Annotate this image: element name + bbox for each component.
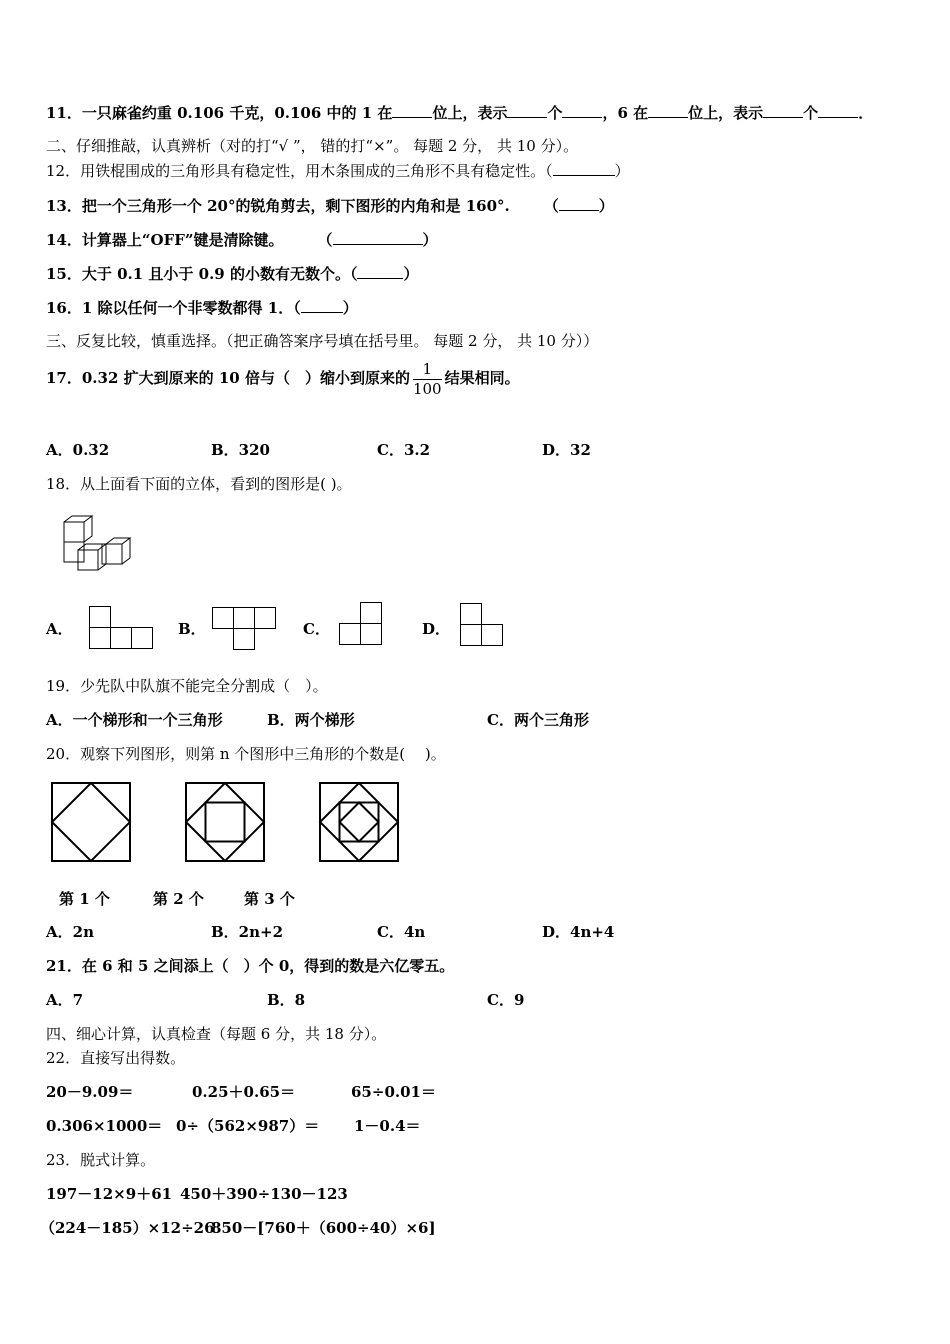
question-13: 13．把一个三角形一个 20°的锐角剪去，剩下图形的内角和是 160°. （ ）	[46, 197, 614, 215]
q18-option-c-figure[interactable]	[339, 602, 383, 646]
pattern-figure-2	[185, 782, 265, 862]
question-11: 11．一只麻雀约重 0.106 千克，0.106 中的 1 在 位上，表示 个 ，6 在 位上，表示 个 ．	[46, 104, 874, 122]
question-19: 19．少先队中队旗不能完全分割成（ ）。	[46, 677, 328, 695]
question-18: 18．从上面看下面的立体，看到的图形是( )。	[46, 475, 352, 493]
q20-option-b[interactable]: B．2n+2	[211, 923, 284, 941]
calc-item: 0.306×1000＝	[46, 1117, 163, 1135]
answer-blank[interactable]	[559, 195, 599, 211]
pattern-figure-3	[319, 782, 399, 862]
q17-option-d[interactable]: D．32	[542, 441, 591, 459]
q18-option-b[interactable]: B．	[178, 620, 206, 638]
q17-option-c[interactable]: C．3.2	[377, 441, 431, 459]
answer-blank[interactable]	[333, 229, 423, 245]
calc-item: 65÷0.01＝	[351, 1083, 436, 1101]
cube-stack-figure	[60, 512, 135, 574]
q19-option-b[interactable]: B．两个梯形	[267, 711, 355, 729]
calc-item: 450＋390÷130－123	[180, 1185, 348, 1203]
q18-option-d[interactable]: D．	[422, 620, 451, 638]
answer-blank[interactable]	[392, 102, 432, 118]
q18-option-a[interactable]: A．	[46, 620, 73, 638]
section-2-heading: 二、仔细推敲，认真辨析（对的打“√ ”， 错的打“×”。 每题 2 分， 共 10 分）。	[46, 137, 579, 155]
calc-item: 0÷（562×987）＝	[176, 1117, 320, 1135]
answer-blank[interactable]	[818, 102, 858, 118]
q18-option-c[interactable]: C．	[303, 620, 330, 638]
question-16: 16．1 除以任何一个非零数都得 1．（ ）	[46, 299, 358, 317]
answer-blank[interactable]	[648, 102, 688, 118]
section-4-heading: 四、细心计算，认真检查（每题 6 分，共 18 分）。	[46, 1025, 387, 1043]
question-12: 12．用铁棍围成的三角形具有稳定性，用木条围成的三角形不具有稳定性。（ ）	[46, 162, 630, 180]
q20-option-d[interactable]: D．4n+4	[542, 923, 615, 941]
question-23: 23．脱式计算。	[46, 1151, 156, 1169]
answer-blank[interactable]	[301, 297, 343, 313]
section-3-heading: 三、反复比较，慎重选择。（把正确答案序号填在括号里。 每题 2 分， 共 10 分））	[46, 332, 599, 350]
calc-item: 850－[760＋（600÷40）×6]	[211, 1219, 436, 1237]
question-21: 21．在 6 和 5 之间添上（ ）个 0，得到的数是六亿零五。	[46, 957, 455, 975]
q17-option-a[interactable]: A．0.32	[46, 441, 110, 459]
q21-option-b[interactable]: B．8	[267, 991, 306, 1009]
fraction: $\frac{1}{100}$	[412, 359, 442, 398]
q18-option-b-figure[interactable]	[212, 607, 276, 651]
answer-blank[interactable]	[553, 160, 615, 176]
question-14: 14．计算器上“OFF”键是清除键。 （ ）	[46, 231, 438, 249]
calc-item: 1－0.4＝	[354, 1117, 421, 1135]
q18-option-d-figure[interactable]	[460, 603, 504, 647]
figure-label-3: 第 3 个	[244, 890, 295, 908]
answer-blank[interactable]	[357, 263, 403, 279]
q19-option-c[interactable]: C．两个三角形	[487, 711, 589, 729]
q18-option-a-figure[interactable]	[89, 606, 153, 650]
figure-label-1: 第 1 个	[59, 890, 110, 908]
q17-option-b[interactable]: B．320	[211, 441, 270, 459]
calc-item: 197－12×9＋61	[46, 1185, 173, 1203]
q19-option-a[interactable]: A．一个梯形和一个三角形	[46, 711, 223, 729]
question-20: 20．观察下列图形，则第 n 个图形中三角形的个数是( )。	[46, 745, 446, 763]
calc-item: 0.25＋0.65＝	[192, 1083, 296, 1101]
q21-option-a[interactable]: A．7	[46, 991, 84, 1009]
answer-blank[interactable]	[507, 102, 547, 118]
question-17: 17．0.32 扩大到原来的 10 倍与（ ）缩小到原来的 $\frac{1}{100}$ 结果相同。	[46, 359, 520, 398]
answer-blank[interactable]	[763, 102, 803, 118]
calc-item: （224－185）×12÷26	[40, 1219, 215, 1237]
question-22: 22．直接写出得数。	[46, 1049, 186, 1067]
question-15: 15．大于 0.1 且小于 0.9 的小数有无数个。（ ）	[46, 265, 419, 283]
q20-option-c[interactable]: C．4n	[377, 923, 426, 941]
calc-item: 20－9.09＝	[46, 1083, 134, 1101]
q20-option-a[interactable]: A．2n	[46, 923, 94, 941]
figure-label-2: 第 2 个	[153, 890, 204, 908]
answer-blank[interactable]	[562, 102, 602, 118]
q21-option-c[interactable]: C．9	[487, 991, 525, 1009]
pattern-figure-1	[51, 782, 131, 862]
